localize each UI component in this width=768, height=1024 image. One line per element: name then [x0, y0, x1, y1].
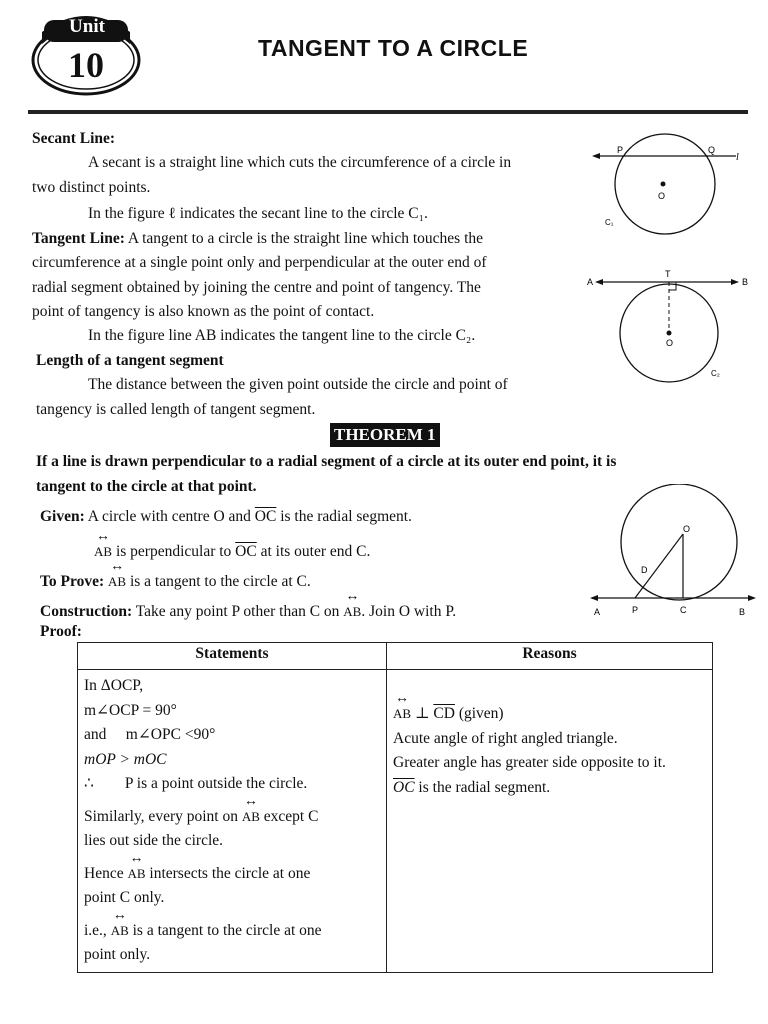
length-text-2: tangency is called length of tangent segment.: [36, 401, 316, 418]
label-o: O: [666, 338, 674, 348]
label-c2: C₂: [711, 369, 720, 378]
statement: point C only.: [84, 889, 165, 906]
secant-text-1: A secant is a straight line which cuts the circumference of a circle in: [88, 154, 512, 171]
statement: m∠OCP = 90°: [84, 701, 177, 719]
reason: $\overline{OC}$ is the radial segment.: [393, 778, 551, 796]
given-label: Given:: [40, 508, 85, 525]
label-q: Q: [708, 145, 716, 155]
to-prove-label: To Prove:: [40, 573, 105, 590]
statement: ∴ P is a point outside the circle.: [84, 775, 308, 792]
theorem-badge: THEOREM 1: [330, 423, 440, 447]
statement: Hence ↔ AB intersects the circle at one: [84, 858, 380, 887]
reasons-cell: [387, 670, 713, 973]
statements-cell: [78, 670, 387, 973]
label-p: P: [617, 145, 624, 155]
header-rule: [28, 110, 748, 114]
statement: lies out side the circle.: [84, 832, 224, 849]
reason: ↔ AB ⊥ $\overline{CD}$ (given): [393, 698, 706, 727]
construction-line: Construction: Take any point P other than C on ↔ AB. Join O with P.: [40, 596, 456, 624]
secant-heading: Secant Line:: [32, 130, 116, 147]
unit-label: Unit: [69, 16, 105, 37]
label-c: C: [680, 605, 687, 615]
to-prove-line: To Prove: ↔ AB is a tangent to the circle at C.: [40, 566, 311, 594]
length-heading: Length of a tangent segment: [36, 352, 224, 369]
label-l: l: [736, 152, 739, 163]
label-a: A: [587, 277, 594, 287]
label-t: T: [665, 269, 671, 279]
unit-number: 10: [68, 45, 104, 85]
line-ab: ↔ AB: [108, 566, 126, 594]
given-line-2: ↔ AB is perpendicular to $\overline{OC}$ at its outer end C.: [94, 536, 370, 564]
length-text-1: The distance between the given point outside the circle and point of: [88, 376, 508, 393]
line-ab: ↔ AB: [94, 536, 112, 564]
label-o: O: [683, 524, 691, 534]
tangent-text-2: circumference at a single point only and perpendicular at the outer end of: [32, 254, 487, 271]
statement: point only.: [84, 946, 151, 963]
proof-table: [77, 642, 713, 973]
tangent-heading: Tangent Line:: [32, 230, 125, 247]
tangent-figure: [585, 266, 755, 392]
construction-label: Construction:: [40, 603, 133, 620]
label-d: D: [641, 565, 648, 575]
statement: i.e., ↔ AB is a tangent to the circle at one: [84, 915, 380, 944]
segment-oc: $\overline{OC}$: [235, 543, 257, 560]
reason: Greater angle has greater side opposite to it.: [393, 754, 666, 771]
label-p: P: [632, 605, 639, 615]
theorem-figure: [588, 484, 758, 620]
secant-figure: [588, 126, 748, 246]
label-b: B: [742, 277, 749, 287]
tangent-line-1: [32, 227, 483, 251]
tangent-text-5: In the figure line AB indicates the tangent line to the circle C₂.: [88, 327, 476, 344]
given-line-1: Given: A circle with centre O and $\overline{OC}$ is the radial segment.: [40, 508, 412, 525]
statement: Similarly, every point on ↔ AB except C: [84, 801, 380, 830]
reason: Acute angle of right angled triangle.: [393, 729, 618, 747]
tangent-text-1: A tangent to a circle is the straight line which touches the: [124, 230, 484, 247]
secant-text-2: two distinct points.: [32, 179, 151, 196]
tangent-text-3: radial segment obtained by joining the centre and point of tangency. The: [32, 279, 481, 296]
col-statements: Statements: [78, 643, 387, 670]
theorem-statement-1: If a line is drawn perpendicular to a radial segment of a circle at its outer end point, it is: [36, 453, 617, 470]
label-o: O: [658, 191, 666, 201]
theorem-statement-2: tangent to the circle at that point.: [36, 478, 257, 495]
proof-table-header: [78, 643, 713, 670]
line-ab: ↔ AB: [343, 596, 361, 624]
proof-table-row: [78, 670, 713, 973]
secant-text-3: In the figure ℓ indicates the secant line to the circle C₁.: [88, 205, 428, 222]
page-title: TANGENT TO A CIRCLE: [258, 35, 529, 61]
statement: and m∠OPC <90°: [84, 726, 216, 743]
segment-oc: $\overline{OC}$: [254, 508, 277, 525]
unit-badge: [30, 10, 142, 96]
proof-label: Proof:: [40, 623, 82, 640]
label-c1: C₁: [605, 218, 614, 227]
statement: In ΔOCP,: [84, 677, 144, 694]
label-a: A: [594, 607, 601, 617]
statement: mOP > mOC: [84, 750, 167, 768]
col-reasons: Reasons: [387, 643, 713, 670]
label-b: B: [739, 607, 746, 617]
tangent-text-4: point of tangency is also known as the point of contact.: [32, 303, 375, 320]
